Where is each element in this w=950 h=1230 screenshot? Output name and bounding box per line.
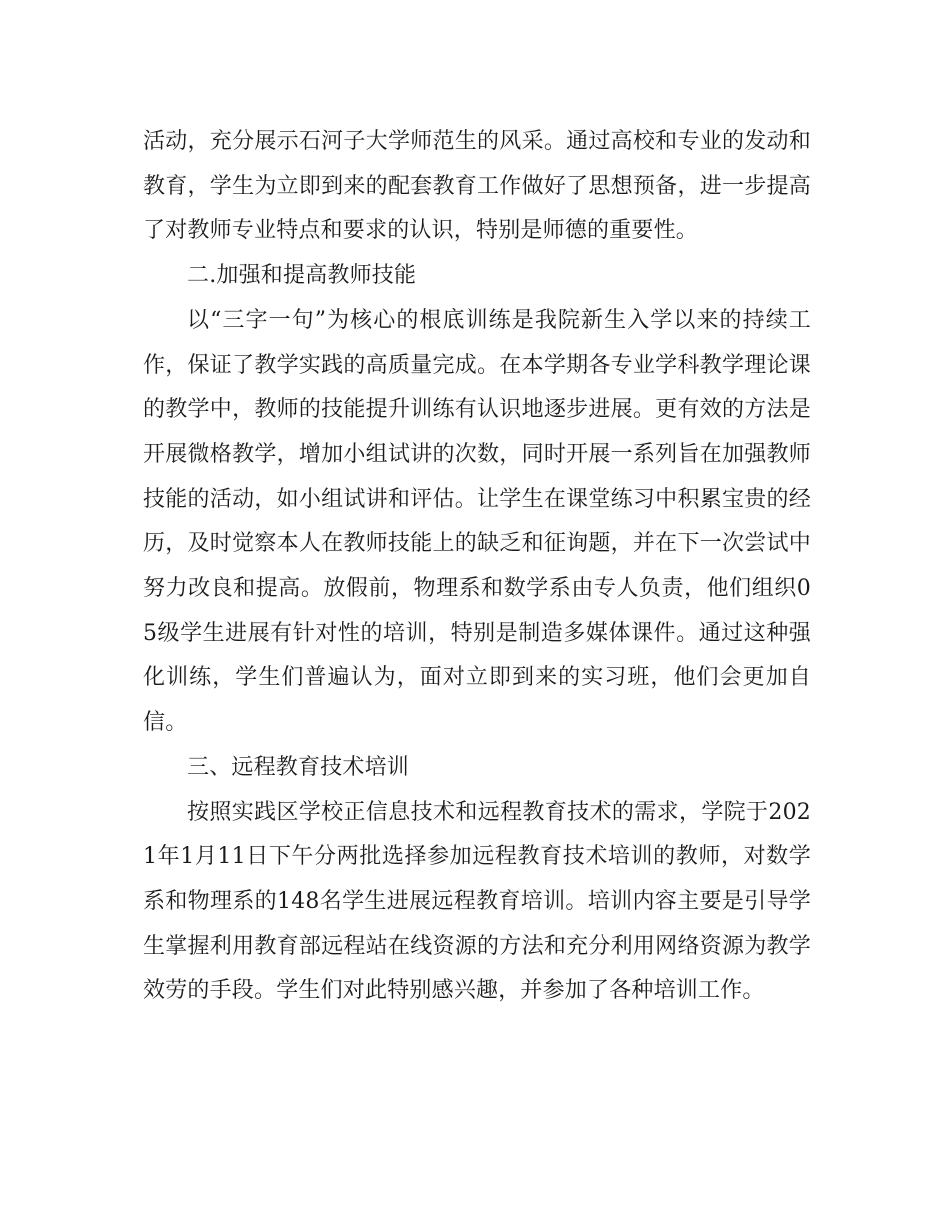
section-heading-remote-education: 三、远程教育技术培训 <box>187 754 410 780</box>
paragraph-continuation: 活动，充分展示石河子大学师范生的风采。通过高校和专业的发动和教育，学生为立即到来的配套教育工作做好了思想预备，进一步提高了对教师专业特点和要求的认识，特别是师德的重要性。 <box>143 129 811 244</box>
document-body <box>143 120 811 1014</box>
paragraph-remote-education: 按照实践区学校正信息技术和远程教育技术的需求，学院于2021年1月11日下午分两批选择参加远程教育技术培训的教师，对数学系和物理系的148名学生进展远程教育培训。培训内容主要是引导学生掌握利用教育部远程站在线资源的方法和充分利用网络资源为教学效劳的手段。学生们对此特别感兴趣，并参加了各种培训工作。 <box>143 799 811 1004</box>
section-heading-teacher-skills: 二.加强和提高教师技能 <box>187 263 417 289</box>
paragraph-teacher-skills: 以“三字一句”为核心的根底训练是我院新生入学以来的持续工作，保证了教学实践的高质量完成。在本学期各专业学科教学理论课的教学中，教师的技能提升训练有认识地逐步进展。更有效的方法是开展微格教学，增加小组试讲的次数，同时开展一系列旨在加强教师技能的活动，如小组试讲和评估。让学生在课堂练习中积累宝贵的经历，及时觉察本人在教师技能上的缺乏和征询题，并在下一次尝试中努力改良和提高。放假前，物理系和数学系由专人负责，他们组织05级学生进展有针对性的培训，特别是制造多媒体课件。通过这种强化训练，学生们普遍认为，面对立即到来的实习班，他们会更加自信。 <box>143 307 811 736</box>
